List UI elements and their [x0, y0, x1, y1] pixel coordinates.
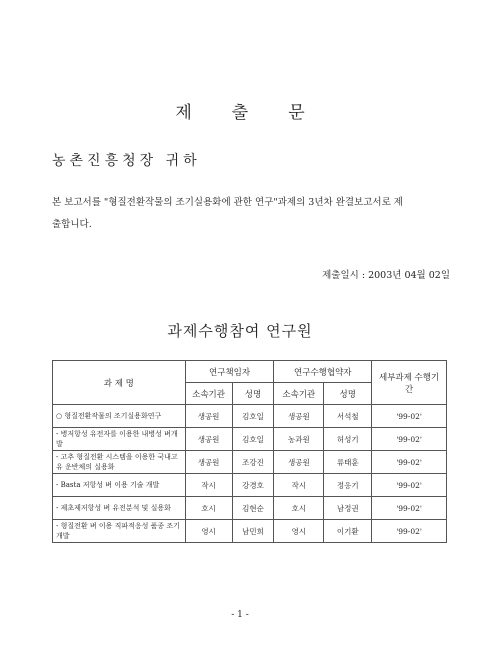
table-row — [53, 405, 447, 428]
header-lead-org: 소속기관 — [185, 383, 232, 405]
task-cell: - 병저항성 유전자를 이용한 내병성 벼개발 — [53, 428, 186, 451]
lead-name-cell: 김호일 — [232, 428, 274, 451]
table-row — [53, 451, 447, 474]
coop-org-cell: 영시 — [274, 520, 324, 543]
submission-date: 제출일시 : 2003년 04월 02일 — [322, 270, 450, 281]
period-cell: '99-02' — [372, 405, 447, 428]
page-number: - 1 - — [231, 610, 249, 620]
task-cell: - 고추 형질전환 시스템을 이용한 국내고유 운반체의 실용화 — [53, 451, 186, 474]
coop-name-cell: 남정권 — [324, 497, 372, 520]
lead-name-cell: 남민희 — [232, 520, 274, 543]
header-coop-org: 소속기관 — [274, 383, 324, 405]
header-coop-name: 성명 — [324, 383, 372, 405]
lead-org-cell: 생공원 — [185, 428, 232, 451]
submission-statement — [52, 192, 444, 236]
lead-org-cell: 호시 — [185, 497, 232, 520]
task-cell: - Basta 저항성 벼 이용 기술 개발 — [53, 474, 186, 497]
header-task: 과 제 명 — [53, 361, 186, 405]
title-char: 제 — [175, 103, 192, 123]
coop-org-cell: 생공원 — [274, 405, 324, 428]
period-cell: '99-02' — [372, 428, 447, 451]
title-char: 출 — [231, 103, 249, 123]
period-cell: '99-02' — [372, 474, 447, 497]
lead-org-cell: 생공원 — [185, 405, 232, 428]
header-coop-group: 연구수행협약자 — [274, 361, 372, 383]
lead-name-cell: 조강진 — [232, 451, 274, 474]
coop-name-cell: 서석철 — [324, 405, 372, 428]
period-cell: '99-02' — [372, 451, 447, 474]
period-cell: '99-02' — [372, 497, 447, 520]
section-title: 과제수행참여 연구원 — [167, 322, 313, 340]
table-row — [53, 474, 447, 497]
document-title — [0, 98, 480, 123]
lead-name-cell: 김현순 — [232, 497, 274, 520]
header-period: 세부과제 수행기간 — [372, 361, 447, 405]
task-cell: - 제초제저항성 벼 유전분석 및 실용화 — [53, 497, 186, 520]
statement-line: 본 보고서를 "형질전환작물의 조기실용화에 관한 연구"과제의 3년차 완결보고서로 제 — [52, 197, 403, 208]
period-cell: '99-02' — [372, 520, 447, 543]
table-row — [53, 520, 447, 543]
table-row — [53, 497, 447, 520]
coop-org-cell: 농과원 — [274, 428, 324, 451]
coop-name-cell: 류태훈 — [324, 451, 372, 474]
header-lead-name: 성명 — [232, 383, 274, 405]
coop-name-cell: 정응기 — [324, 474, 372, 497]
header-lead-group: 연구책임자 — [185, 361, 274, 383]
title-char: 문 — [288, 103, 305, 123]
lead-org-cell: 생공원 — [185, 451, 232, 474]
coop-name-cell: 이기환 — [324, 520, 372, 543]
researchers-table — [52, 360, 447, 543]
lead-org-cell: 작시 — [185, 474, 232, 497]
coop-org-cell: 작시 — [274, 474, 324, 497]
statement-line: 출합니다. — [52, 219, 92, 230]
lead-org-cell: 영시 — [185, 520, 232, 543]
coop-name-cell: 허성기 — [324, 428, 372, 451]
lead-name-cell: 김호일 — [232, 405, 274, 428]
task-cell: ○ 형질전환작물의 조기실용화연구 — [53, 405, 186, 428]
coop-org-cell: 생공원 — [274, 451, 324, 474]
task-cell: - 형질전환 벼 이용 직파적응성 품종 조기개발 — [53, 520, 186, 543]
table-row — [53, 428, 447, 451]
recipient-line: 농촌진흥청장 귀하 — [52, 153, 201, 169]
lead-name-cell: 강경호 — [232, 474, 274, 497]
coop-org-cell: 호시 — [274, 497, 324, 520]
